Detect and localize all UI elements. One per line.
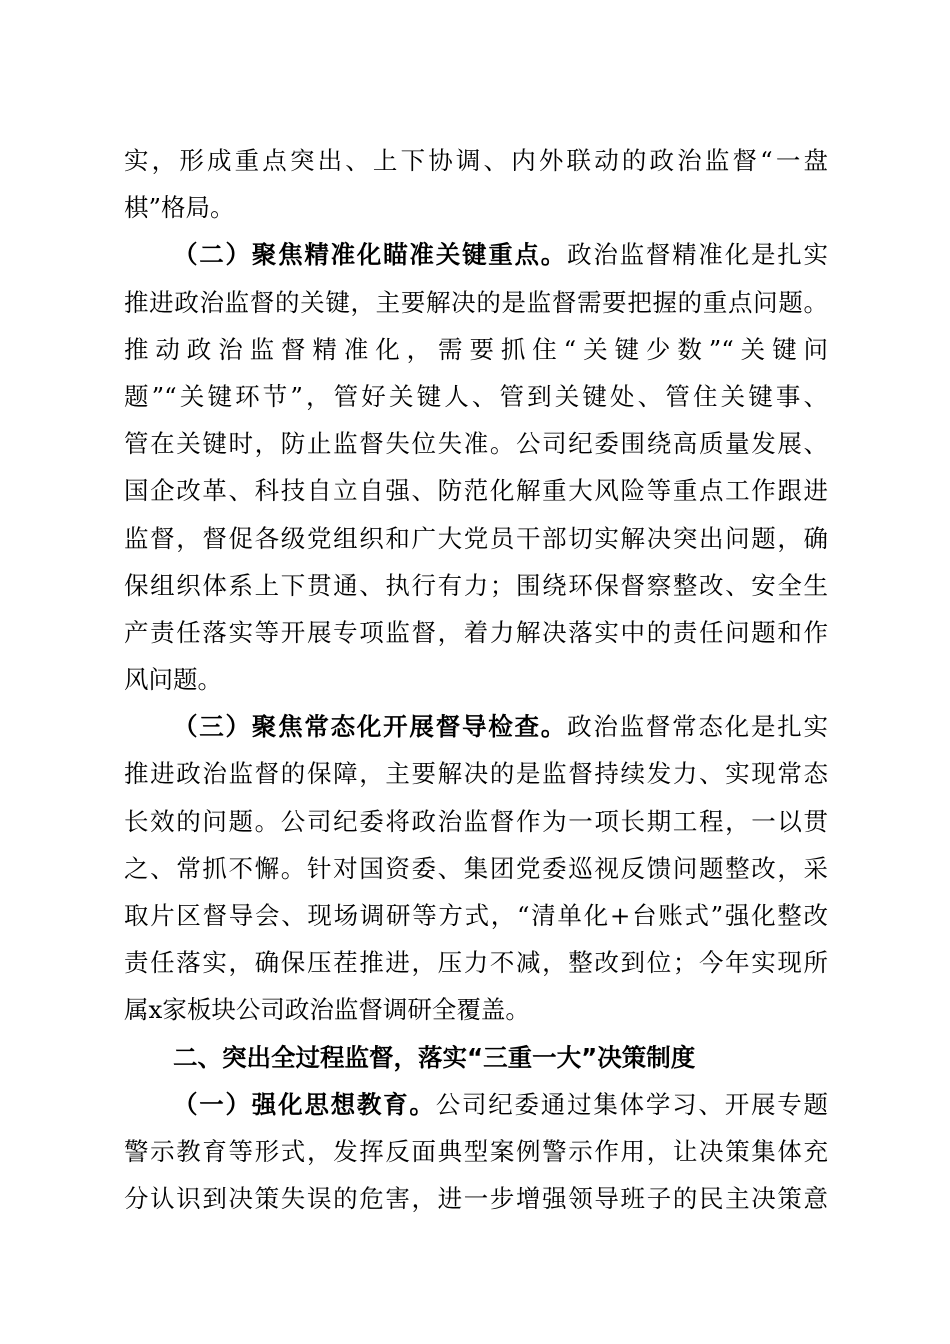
- text-line: 推动政治监督精准化，需要抓住“关键少数”“关键问: [124, 334, 828, 364]
- text-line: 产责任落实等开展专项监督，着力解决落实中的责任问题和作: [124, 617, 828, 647]
- text-run: 公司纪委通过集体学习、开展专题: [435, 1089, 828, 1119]
- text-line: 监督，督促各级党组织和广大党员干部切实解决突出问题，确: [124, 523, 828, 553]
- text-line: 推进政治监督的保障，主要解决的是监督持续发力、实现常态: [124, 759, 828, 789]
- text-line: 分认识到决策失误的危害，进一步增强领导班子的民主决策意: [124, 1184, 828, 1214]
- text-line: 题”“关键环节”，管好关键人、管到关键处、管住关键事、: [124, 381, 828, 411]
- paragraph-first-line: [124, 231, 828, 278]
- text-line: 棋”格局。: [124, 193, 235, 223]
- paragraph-first-line: [124, 703, 828, 750]
- paragraph-first-line: [124, 1081, 828, 1128]
- text-line: 管在关键时，防止监督失位失准。公司纪委围绕高质量发展、: [124, 429, 828, 459]
- section-heading: 二、突出全过程监督，落实“三重一大”决策制度: [173, 1042, 696, 1072]
- subheading-run: （三）聚焦常态化开展督导检查。: [173, 712, 568, 742]
- document-body: [124, 137, 828, 1222]
- subheading-run: （一）强化思想教育。: [173, 1089, 436, 1119]
- text-line: 责任落实，确保压茬推进，压力不减，整改到位；今年实现所: [124, 948, 828, 978]
- text-line: 保组织体系上下贯通、执行有力；围绕环保督察整改、安全生: [124, 570, 828, 600]
- text-line: 国企改革、科技自立自强、防范化解重大风险等重点工作跟进: [124, 476, 828, 506]
- text-line: 属x家板块公司政治监督调研全覆盖。: [124, 995, 530, 1025]
- text-line: 长效的问题。公司纪委将政治监督作为一项长期工程，一以贯: [124, 806, 828, 836]
- text-run: 政治监督常态化是扎实: [567, 712, 828, 742]
- subheading-run: （二）聚焦精准化瞄准关键重点。: [173, 240, 568, 270]
- text-line: 推进政治监督的关键，主要解决的是监督需要把握的重点问题。: [124, 287, 828, 317]
- text-line: 之、常抓不懈。针对国资委、集团党委巡视反馈问题整改，采: [124, 853, 828, 883]
- text-line: 警示教育等形式，发挥反面典型案例警示作用，让决策集体充: [124, 1136, 828, 1166]
- text-line: 实，形成重点突出、上下协调、内外联动的政治监督“一盘: [124, 146, 828, 175]
- text-line: 风问题。: [124, 665, 222, 695]
- text-line: 取片区督导会、现场调研等方式，“清单化+台账式”强化整改: [124, 901, 828, 930]
- text-run: 政治监督精准化是扎实: [567, 240, 828, 270]
